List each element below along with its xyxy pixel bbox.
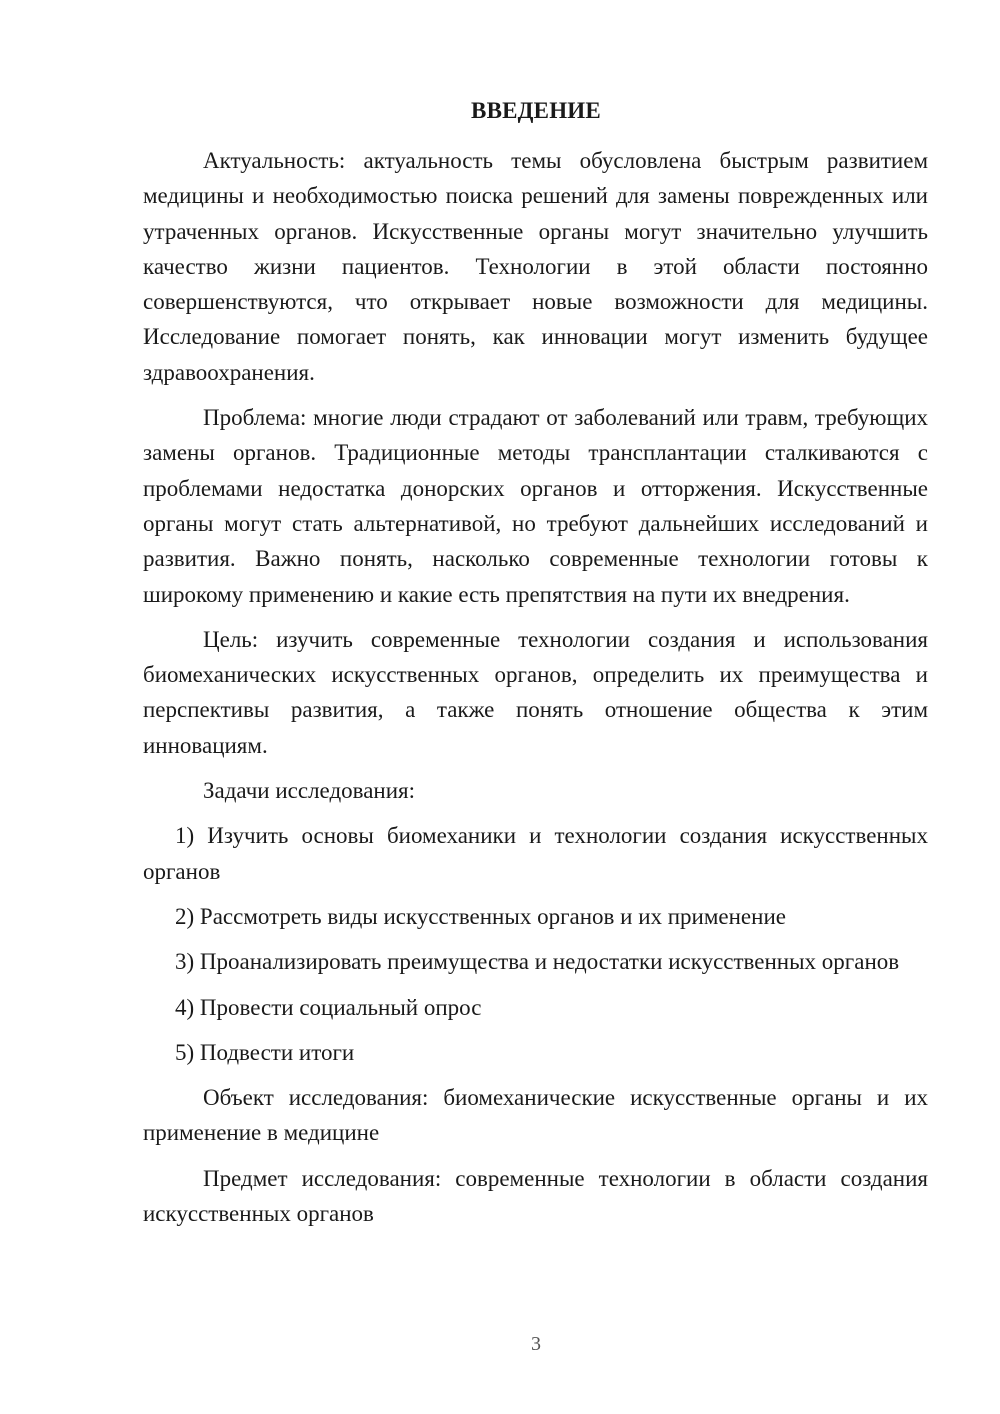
page-title: ВВЕДЕНИЕ [471,98,601,123]
page-number: 3 [531,1333,541,1355]
task-item: 1) Изучить основы биомеханики и технологии создания искусственных органов [143,823,928,884]
subject-paragraph: Предмет исследования: современные технологии в области создания искусственных органов [143,1165,928,1227]
task-item: 5) Подвести итоги [175,1039,355,1065]
tasks-heading: Задачи исследования: [203,778,416,804]
relevance-paragraph: Актуальность: актуальность темы обусловлена быстрым развитием медицины и необходимостью поиска решений для замены поврежденных или утраченных органов. Искусственные органы могут значительно улучшить качество жизни пациентов. Технологии в этой области постоянно совершенствуются, что открывает новые возможности для медицины. Исследование помогает понять, как инновации могут изменить будущее здравоохранения. [143,148,928,385]
task-item: 2) Рассмотреть виды искусственных органов и их применение [175,903,786,929]
task-item: 3) Проанализировать преимущества и недостатки искусственных органов [175,949,900,975]
problem-paragraph: Проблема: многие люди страдают от заболеваний или травм, требующих замены органов. Традиционные методы трансплантации сталкиваются с проблемами недостатка донорских органов и отторжения. Искусственные органы могут стать альтернативой, но требуют дальнейших исследований и развития. Важно понять, насколько современные технологии готовы к широкому применению и какие есть препятствия на пути их внедрения. [143,405,928,607]
document-body [143,143,928,1241]
task-item: 4) Провести социальный опрос [175,994,482,1020]
object-paragraph: Объект исследования: биомеханические искусственные органы и их применение в медицине [143,1085,928,1146]
goal-paragraph: Цель: изучить современные технологии создания и использования биомеханических искусственных органов, определить их преимущества и перспективы развития, а также понять отношение общества к этим инновациям. [143,626,928,758]
